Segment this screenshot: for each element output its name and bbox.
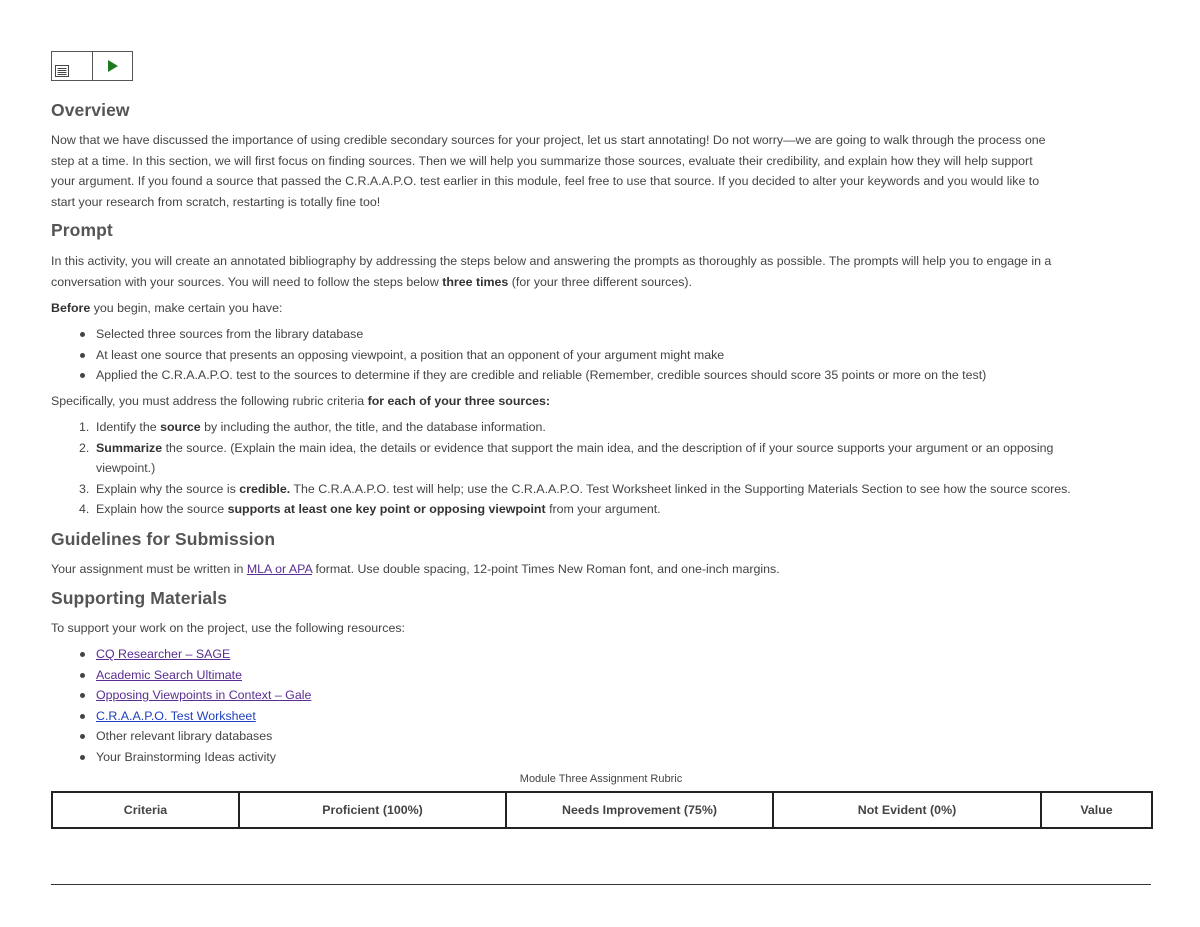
- guidelines-paragraph: [51, 559, 1151, 580]
- guidelines-heading: Guidelines for Submission: [51, 529, 276, 549]
- criteria-emphasis: credible.: [239, 481, 291, 496]
- overview-heading: Overview: [51, 100, 130, 120]
- prompt-emphasis: three times: [442, 274, 509, 289]
- criteria-emphasis: source: [160, 420, 201, 434]
- overview-line: start your research from scratch, restarting is totally fine too!: [51, 194, 381, 209]
- checklist: [51, 324, 1151, 386]
- criteria-text: Explain how the source: [96, 502, 228, 516]
- criteria-emphasis: Summarize: [96, 440, 163, 455]
- column-header-not-evident: Not Evident (0%): [773, 792, 1041, 828]
- prompt-paragraph: [51, 251, 1151, 292]
- before-line: [51, 298, 1151, 319]
- page-divider: [51, 884, 1151, 885]
- list-number: 1.: [79, 420, 90, 434]
- rubric-caption: Module Three Assignment Rubric: [519, 773, 683, 785]
- craapo-worksheet-link[interactable]: C.R.A.A.P.O. Test Worksheet: [96, 708, 256, 723]
- before-paragraph: [51, 298, 1151, 319]
- specifically-line: [51, 391, 1151, 412]
- prompt-line: [51, 272, 1151, 293]
- overview-line: step at a time. In this section, we will first focus on finding sources. Then we will help you summarize those sources, evaluate their credibility, and explain how they will help support: [51, 153, 1033, 168]
- column-header-proficient: Proficient (100%): [239, 792, 506, 828]
- criteria-list: [51, 417, 1151, 520]
- list-item: Applied the C.R.A.A.P.O. test to the sources to determine if they are credible and reliable (Remember, credible sources should score 35 points or more on the test): [51, 365, 1151, 386]
- overview-line: your argument. If you found a source that passed the C.R.A.A.P.O. test earlier in this module, feel free to use that source. If you decided to alter your keywords and you would like to: [51, 174, 1040, 188]
- column-header-needs-improvement: Needs Improvement (75%): [506, 792, 773, 828]
- list-item: [51, 685, 1151, 706]
- criteria-text: The C.R.A.A.P.O. test will help; use the C.R.A.A.P.O. Test Worksheet linked in the Supporting Materials Section to see how the source scores.: [290, 481, 1071, 496]
- column-header-value: Value: [1041, 792, 1152, 828]
- column-header-criteria: Criteria: [52, 792, 239, 828]
- list-item: Other relevant library databases: [51, 726, 1151, 747]
- menu-lines-icon: [55, 65, 69, 77]
- overview-paragraph: [51, 130, 1151, 212]
- supporting-heading: Supporting Materials: [51, 588, 228, 608]
- play-icon: [107, 59, 119, 73]
- supporting-intro: [51, 618, 1151, 639]
- list-item: Selected three sources from the library database: [51, 324, 1151, 345]
- specifically-paragraph: [51, 391, 1151, 412]
- guidelines-line: [51, 559, 1151, 580]
- list-item: [51, 479, 1151, 500]
- media-toolbar: [51, 51, 133, 81]
- opposing-viewpoints-link[interactable]: Opposing Viewpoints in Context – Gale: [96, 688, 312, 703]
- before-emphasis: Before: [51, 301, 91, 315]
- list-item: [51, 706, 1151, 727]
- list-item: [51, 417, 1151, 438]
- specifically-emphasis: for each of your three sources:: [367, 394, 551, 408]
- prompt-line: In this activity, you will create an annotated bibliography by addressing the steps below and answering the prompts as thoroughly as possible. The prompts will help you to engage in a: [51, 254, 1052, 268]
- specifically-text: Specifically, you must address the following rubric criteria: [51, 394, 368, 408]
- criteria-text: Identify the: [96, 420, 161, 434]
- overview-line: Now that we have discussed the importance of using credible secondary sources for your project, let us start annotating! Do not worry—we are going to walk through the process one: [51, 133, 1046, 147]
- cq-researcher-link[interactable]: CQ Researcher – SAGE: [96, 647, 231, 661]
- list-item: Your Brainstorming Ideas activity: [51, 747, 1151, 768]
- list-item: [51, 438, 1151, 479]
- before-text: you begin, make certain you have:: [90, 301, 283, 315]
- list-number: 4.: [79, 502, 90, 516]
- academic-search-link[interactable]: Academic Search Ultimate: [96, 667, 242, 682]
- guidelines-text: Your assignment must be written in: [51, 562, 247, 576]
- criteria-text: Explain why the source is: [96, 481, 240, 496]
- criteria-text: the source. (Explain the main idea, the details or evidence that support the main idea, and the description of if your source supports your argument or an opposing: [162, 440, 1054, 455]
- prompt-text: (for your three different sources).: [508, 274, 692, 289]
- list-number: 2.: [79, 440, 90, 455]
- list-item: At least one source that presents an opposing viewpoint, a position that an opponent of your argument might make: [51, 345, 1151, 366]
- criteria-text: viewpoint.): [96, 461, 156, 475]
- list-item: [51, 644, 1151, 665]
- resource-list: [51, 644, 1151, 768]
- criteria-text: from your argument.: [545, 502, 661, 516]
- list-number: 3.: [79, 481, 90, 496]
- rubric-table: [51, 791, 1153, 829]
- criteria-text: by including the author, the title, and the database information.: [200, 420, 546, 434]
- prompt-heading: Prompt: [51, 220, 113, 240]
- prompt-text: conversation with your sources. You will need to follow the steps below: [51, 274, 443, 289]
- list-item: [51, 499, 1151, 520]
- table-header-row: [52, 792, 1152, 828]
- supporting-intro-text: To support your work on the project, use the following resources:: [51, 621, 406, 635]
- list-item: [51, 665, 1151, 686]
- menu-button[interactable]: [52, 52, 92, 80]
- mla-apa-link[interactable]: MLA or APA: [246, 562, 313, 576]
- criteria-emphasis: supports at least one key point or opposing viewpoint: [227, 502, 546, 516]
- guidelines-text: format. Use double spacing, 12-point Times New Roman font, and one-inch margins.: [312, 562, 780, 576]
- play-button[interactable]: [92, 52, 132, 80]
